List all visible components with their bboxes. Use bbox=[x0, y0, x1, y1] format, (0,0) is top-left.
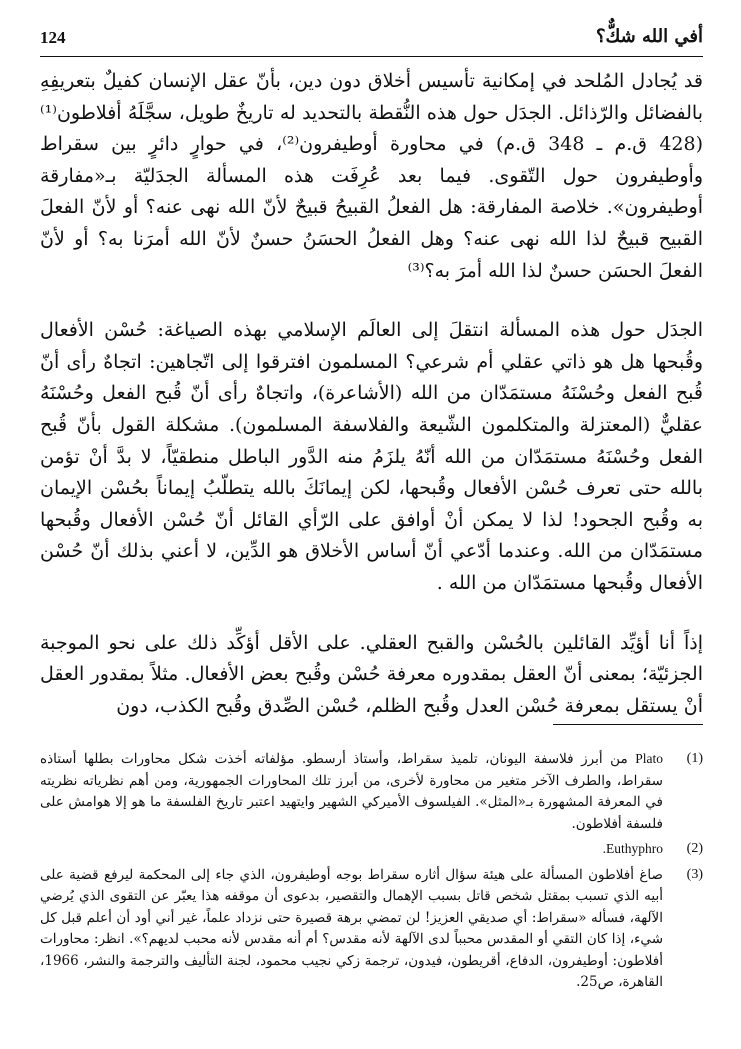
paragraph-2: الجدَل حول هذه المسألة انتقلَ إلى العالَم الإسلامي بهذه الصياغة: حُسْن الأفعال وقُبحها هل هو ذاتي عقلي أم شرعي؟ المسلمون افترقوا إلى اتّجاهين: اتجاهٌ رأى أنّ قُبح الفعل وحُسْنَهُ مستمَدّان من الله (الأشاعرة)، واتجاهٌ رأى أنّ قُبح الفعل وحُسْنَهُ عقليٌّ (المعتزلة والمتكلمون الشّيعة والفلاسفة المسلمون). مشكلة القول بأنّ قُبح الفعل وحُسْنَهُ مستمَدّان من الله أنّهُ يلزَمُ منه الدَّور الباطل منطقيّاً، لا بدَّ أنْ تؤمن بالله حتى تعرف حُسْن الأفعال وقُبحها، لكن إيمانَكَ بالله يتطلّبُ إيماناً بحُسْن الإيمان به وقُبح الجحود! لذا لا يمكن أنْ أوافق على الرّأي القائل أنّ حُسْن الأفعال وقُبحها مستمَدّان من الله. وعندما أدّعي أنّ أساس الأخلاق هو الدِّين، لا أعني بذلك أنّ حُسْن الأفعال وقُبحها مستمَدّان من الله . bbox=[40, 319, 703, 594]
footnote-2 bbox=[40, 838, 703, 861]
footnote-latin-term: Plato bbox=[635, 751, 663, 766]
paragraph-1: قد يُجادل المُلحد في إمكانية تأسيس أخلاق دون دين، بأنّ عقل الإنسان كفيلٌ بتعريفِهِ بالفضائل والرّذائل. الجدَل حول هذه النُّقطة بالتحديد له تاريخٌ طويل، سجَّلَهُ أفلاطون⁽¹⁾ (428 ق.م ـ 348 ق.م) في محاورة أوطيفرون⁽²⁾، في حوارٍ دائرٍ بين سقراط وأوطيفرون حول التّقوى. فيما بعد عُرِفَت هذه المسألة الجدَليّة بـ«مفارقة أوطيفرون». خلاصة المفارقة: هل الفعلُ القبيحُ قبيحٌ لأنّ الله نهى عنه؟ أو لأنّ الفعلَ القبيح قبيحٌ لذا الله نهى عنه؟ وهل الفعلُ الحسَنُ حسنٌ لأنّ الله أمرَنا به؟ أو لأنّ الفعلَ الحسَن حسنٌ لذا الله أمرَ به؟⁽³⁾ bbox=[40, 70, 703, 282]
page-header bbox=[40, 22, 703, 57]
page-number: 124 bbox=[40, 28, 66, 47]
footnote-latin-term: Euthyphro. bbox=[602, 841, 663, 856]
footnote-1 bbox=[40, 748, 703, 835]
footnote-number: (3) bbox=[686, 866, 703, 882]
footnote-separator bbox=[553, 724, 703, 725]
footnote-number: (2) bbox=[686, 841, 703, 856]
running-title: أفي الله شكٌّ؟ bbox=[595, 26, 703, 47]
main-text bbox=[40, 66, 703, 722]
footnote-text: صاغ أفلاطون المسألة على هيئة سؤال أثاره سقراط بوجه أوطيفرون، الذي جاء إلى المحكمة ليرفع قضية على أبيه الذي تسبب بمقتل شخص قاتل بسبب الإهمال والتقصير، بدعوى أن موقفه هذا يعبّر عن التقوى الذي يُرضي الآلهة، فسأله «سقراط: أي صديقي العزيز! لن تمضي برهة قصيرة حتى نزداد علماً، غير أني أود أن أعلم قبل كل شيء، إذا كان التقي أو المقدس محبباً لدى الآلهة لأنه مقدس؟ أم أنه مقدس لأنه محبب لديهم؟». انظر: محاورات أفلاطون: أوطيفرون، الدفاع، أقريطون، فيدون، ترجمة زكي نجيب محمود، لجنة التأليف والترجمة والنشر، 1966، القاهرة، ص25. bbox=[40, 866, 663, 990]
footnotes bbox=[40, 748, 703, 997]
footnote-number: (1) bbox=[686, 751, 703, 766]
paragraph-3: إذاً أنا أؤيِّد القائلين بالحُسْن والقبح العقلي. على الأقل أؤكِّد ذلك على نحو الموجبة الجزئيّة؛ بمعنى أنّ العقل بمقدوره معرفة حُسْن وقُبح بعض الأفعال. مثلاً بمقدور العقل أنْ يستقل بمعرفة حُسْن العدل وقُبح الظلم، حُسْن الصِّدق وقُبح الكذب، دون bbox=[40, 631, 703, 717]
footnote-text: من أبرز فلاسفة اليونان، تلميذ سقراط، وأستاذ أرسطو. مؤلفاته أخذت شكل محاورات بطلها أستاذه سقراط، والطرف الآخر متغير من محاورة لأخرى، من أبرز تلك المحاورات الجمهورية، ومن أهم نظرياته نظريته في المعرفة المشهورة بـ«المثل». الفيلسوف الأميركي الشهير وايتهيد اعتبر تاريخ الفلسفة ما هو إلا هوامش على فلسفة أفلاطون. bbox=[40, 751, 663, 832]
footnote-3 bbox=[40, 864, 703, 994]
